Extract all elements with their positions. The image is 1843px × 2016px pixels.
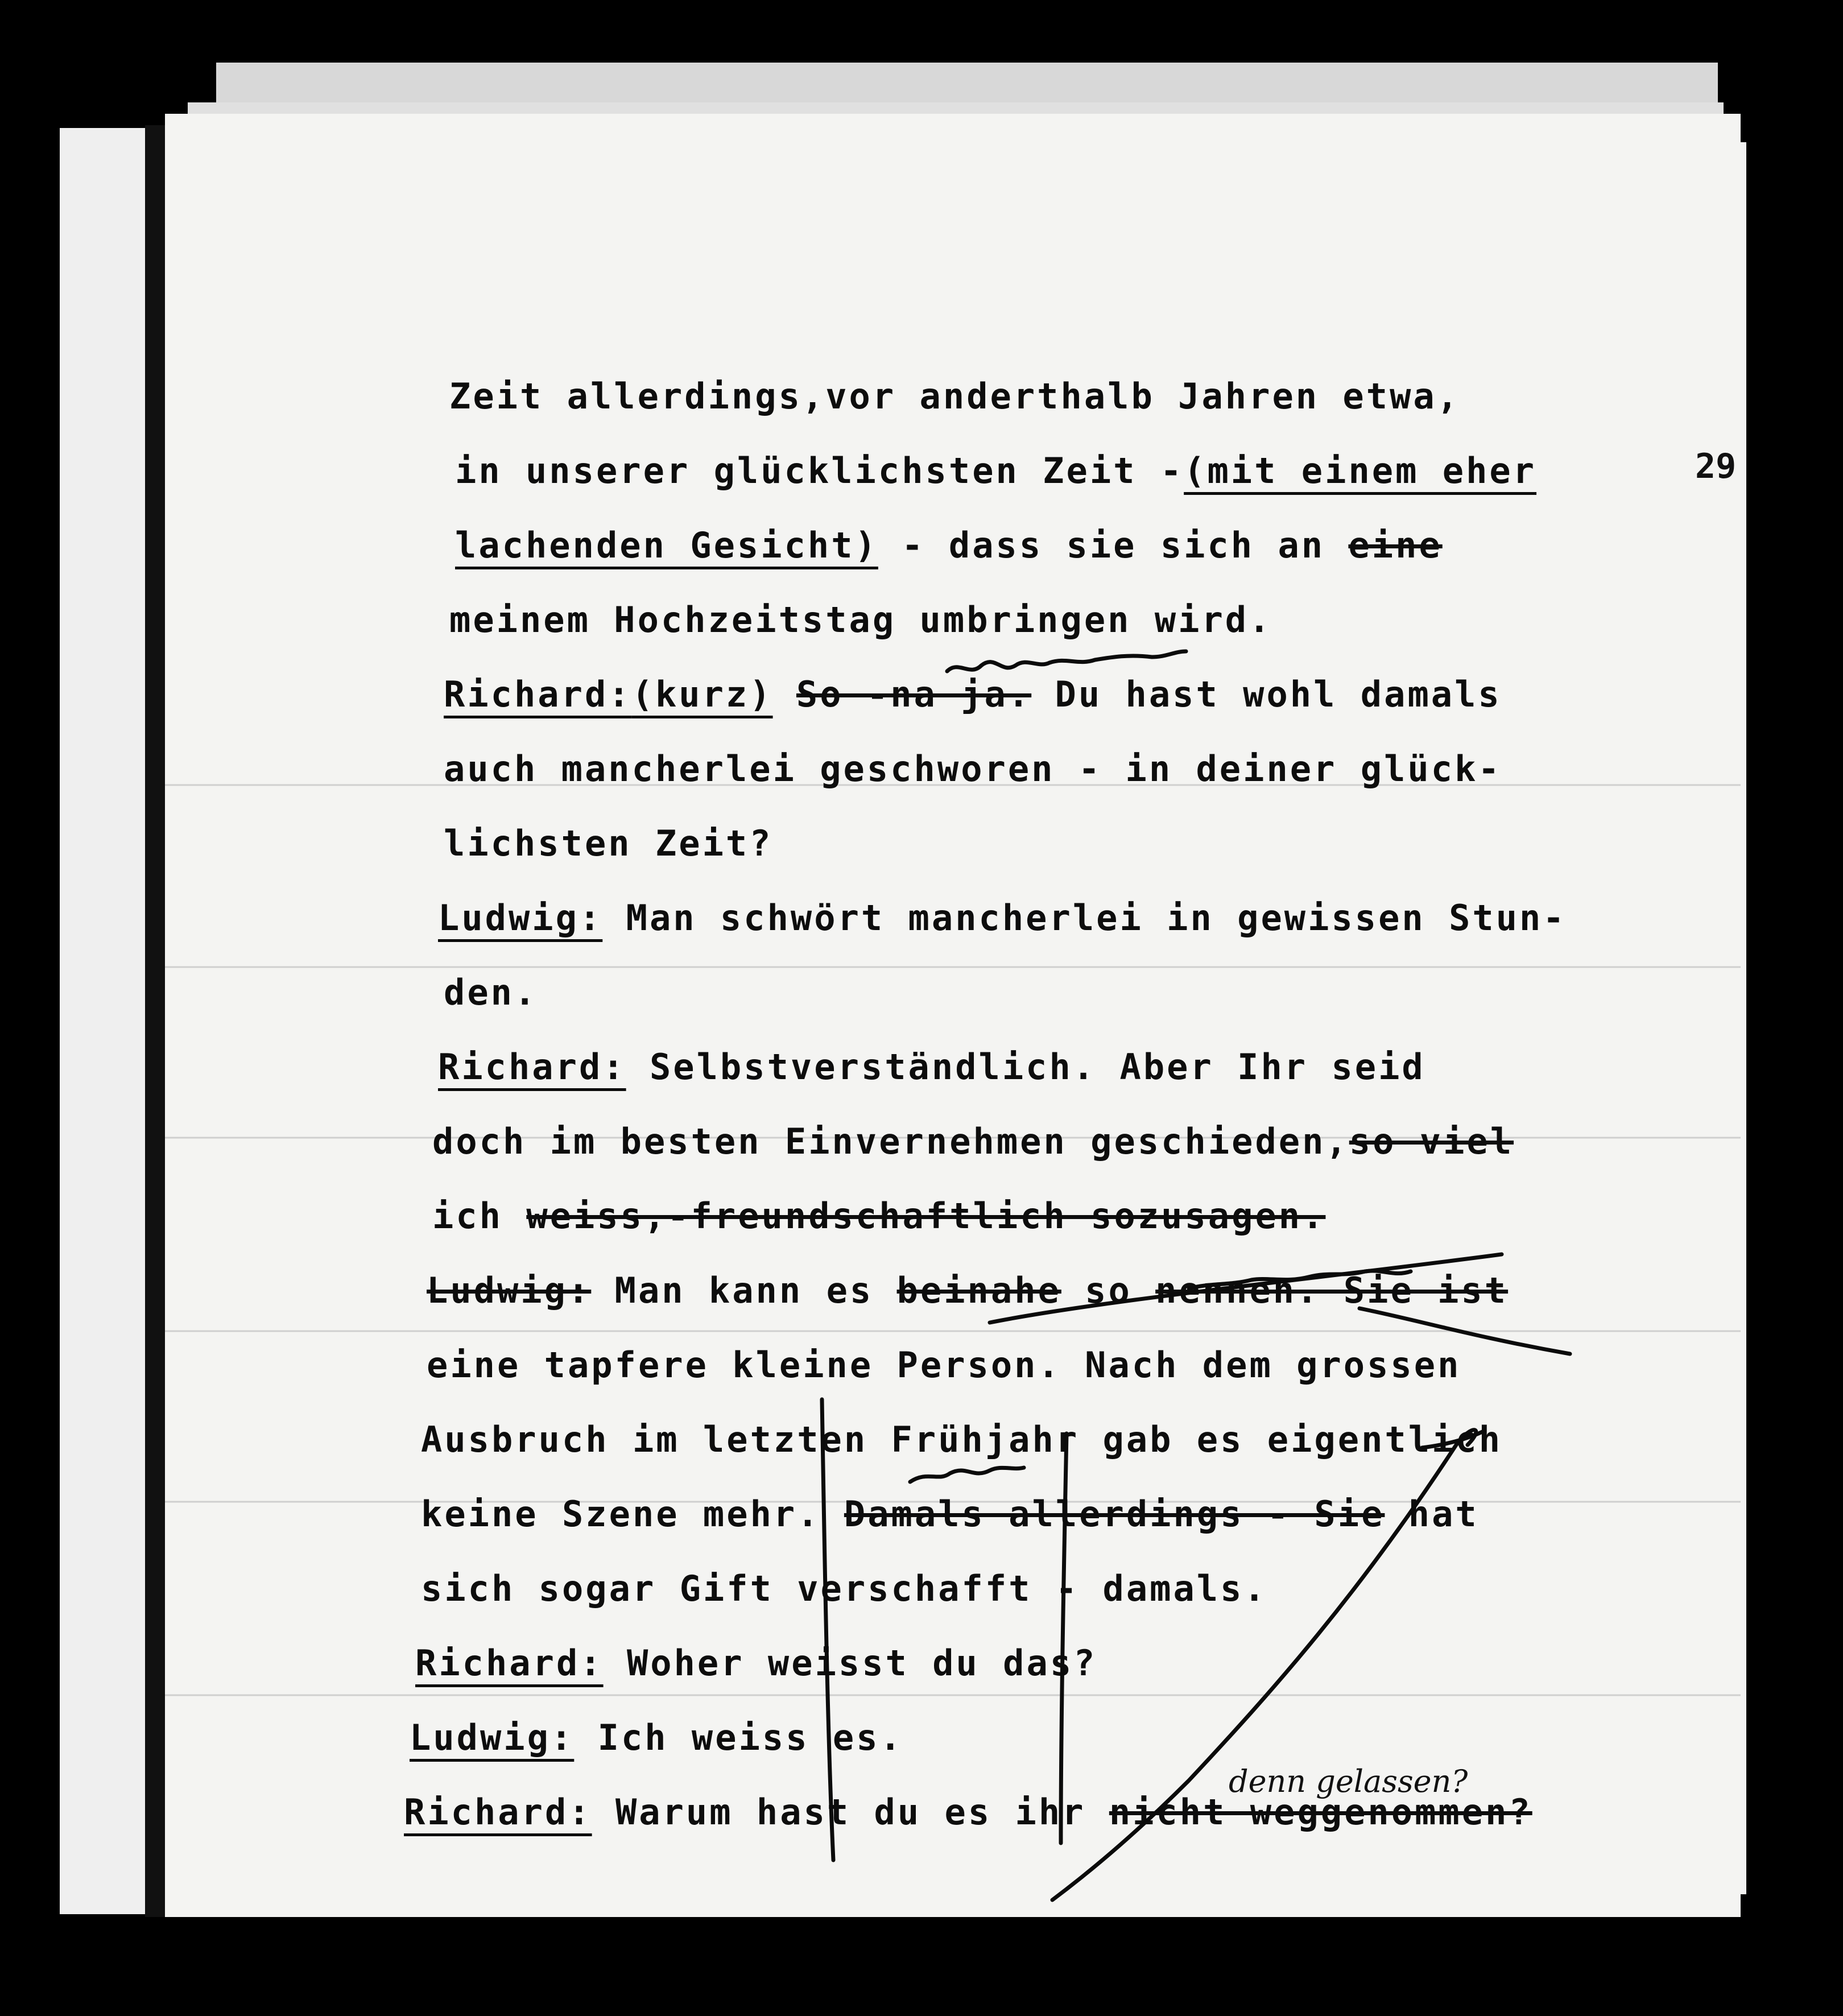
struck-text: nicht weggenommen?: [1109, 1791, 1532, 1833]
text-segment: den.: [444, 972, 538, 1013]
text-line: [444, 823, 773, 864]
struck-text: Ludwig:: [427, 1270, 592, 1311]
text-segment: Zeit allerdings,vor anderthalb Jahren etwa,: [449, 375, 1461, 417]
text-line: [438, 1046, 1425, 1088]
text-segment: Warum hast du es ihr: [592, 1791, 1109, 1833]
text-segment: (mit einem eher: [1184, 450, 1537, 491]
text-segment: (kurz): [631, 674, 773, 715]
struck-text: so viel: [1349, 1121, 1514, 1162]
text-segment: Ich weiss es.: [574, 1717, 903, 1758]
text-segment: Man schwört mancherlei in gewissen Stun-: [602, 897, 1567, 939]
text-line: [427, 1270, 1508, 1311]
handwritten-note: denn gelassen?: [1229, 1763, 1468, 1799]
binder-spine: [60, 128, 159, 1914]
text-line: [432, 1195, 1325, 1237]
text-segment: ich: [432, 1195, 527, 1237]
text-line: [444, 972, 538, 1013]
text-line: [421, 1419, 1502, 1460]
speaker-name: Richard:: [438, 1046, 626, 1088]
text-segment: - dass sie sich an: [878, 524, 1349, 566]
text-line: [415, 1642, 1097, 1684]
text-segment: so: [1061, 1270, 1156, 1311]
text-segment: eine tapfere kleine Person. Nach dem grossen: [427, 1344, 1461, 1386]
text-line: [444, 674, 1502, 715]
text-segment: meinem Hochzeitstag umbringen wird.: [449, 599, 1272, 641]
page-number: 29: [1695, 447, 1737, 486]
speaker-name: Richard:: [404, 1791, 592, 1833]
text-segment: hat: [1385, 1493, 1479, 1535]
struck-text: So -na ja.: [796, 674, 1032, 715]
binder-stripe: [145, 125, 168, 1917]
text-segment: sich sogar Gift verschafft - damals.: [421, 1568, 1267, 1609]
speaker-name: Ludwig:: [438, 897, 603, 939]
text-segment: keine Szene mehr.: [421, 1493, 844, 1535]
struck-text: Damals allerdings - Sie: [844, 1493, 1385, 1535]
struck-text: nennen. Sie ist: [1155, 1270, 1509, 1311]
text-segment: lachenden Gesicht): [455, 524, 878, 566]
speaker-name: Richard:: [415, 1642, 604, 1684]
text-line: [432, 1121, 1514, 1162]
text-segment: doch im besten Einvernehmen geschieden,: [432, 1121, 1349, 1162]
text-segment: Selbstverständlich. Aber Ihr seid: [626, 1046, 1425, 1088]
text-line: [449, 599, 1272, 641]
text-segment: [773, 674, 796, 715]
text-line: [455, 524, 1443, 566]
text-segment: Ausbruch im letzten Frühjahr gab es eigentlich: [421, 1419, 1503, 1460]
text-line: [449, 375, 1460, 417]
text-segment: lichsten Zeit?: [444, 823, 773, 864]
text-segment: Man kann es: [591, 1270, 897, 1311]
text-line: [421, 1493, 1479, 1535]
speaker-name: Richard:: [444, 674, 632, 715]
text-segment: Du hast wohl damals: [1031, 674, 1502, 715]
text-line: [438, 897, 1567, 939]
text-line: [455, 450, 1536, 491]
text-segment: auch mancherlei geschworen - in deiner glück-: [444, 748, 1502, 790]
speaker-name: Ludwig:: [410, 1717, 575, 1758]
typewritten-page: [165, 114, 1741, 1917]
text-line: [421, 1568, 1267, 1609]
text-line: [444, 748, 1502, 790]
text-line: [427, 1344, 1461, 1386]
struck-text: weiss,-freundschaftlich sozusagen.: [526, 1195, 1326, 1237]
struck-text: beinahe: [896, 1270, 1061, 1311]
text-segment: in unserer glücklichsten Zeit -: [455, 450, 1184, 491]
text-line: [410, 1717, 903, 1758]
struck-text: eine: [1348, 524, 1443, 566]
text-segment: Woher weisst du das?: [603, 1642, 1097, 1684]
